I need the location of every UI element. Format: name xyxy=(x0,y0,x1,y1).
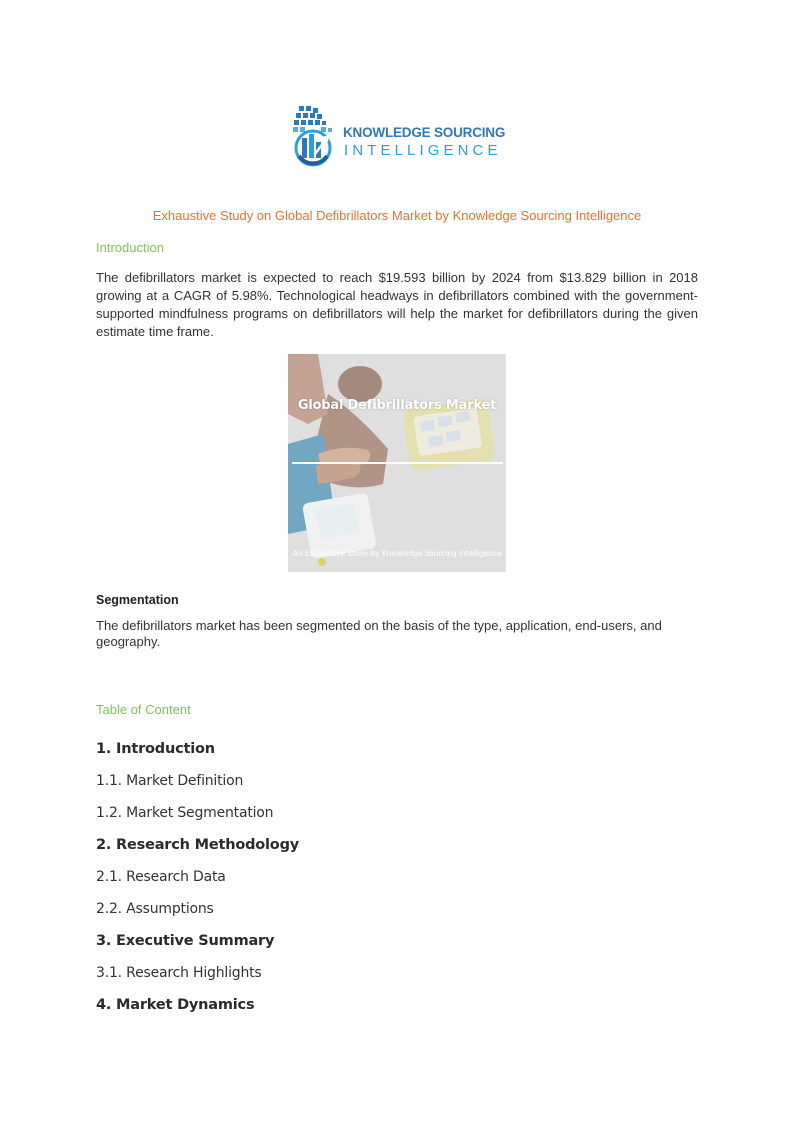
hero-subtitle: An Exhaustive Study by Knowledge Sourcing Intelligence xyxy=(292,549,502,558)
company-logo xyxy=(291,104,511,168)
toc-item[interactable]: 2. Research Methodology xyxy=(96,837,299,853)
hero-title: Global Defibrillators Market xyxy=(297,398,497,413)
logo-emblem-icon xyxy=(291,104,343,168)
segmentation-paragraph: The defibrillators market has been segmented on the basis of the type, application, end-users, and geography. xyxy=(96,618,662,649)
introduction-label: Introduction xyxy=(96,240,164,255)
toc-item[interactable]: 2.2. Assumptions xyxy=(96,901,214,917)
toc-item[interactable]: 1.2. Market Segmentation xyxy=(96,805,274,821)
introduction-paragraph: The defibrillators market is expected to reach $19.593 billion by 2024 from $13.829 billion in 2018 growing at a CAGR of 5.98%. Technological headways in defibrillators combined with the government-supported mindfulness programs on defibrillators will help the market for defibrillators during the given estimate time frame. xyxy=(96,270,698,339)
hero-image xyxy=(288,354,506,572)
toc-item[interactable]: 3. Executive Summary xyxy=(96,933,275,949)
logo-text-bottom: INTELLIGENCE xyxy=(344,142,502,159)
toc-item[interactable]: 3.1. Research Highlights xyxy=(96,965,262,981)
toc-item[interactable]: 4. Market Dynamics xyxy=(96,997,255,1013)
segmentation-heading: Segmentation xyxy=(96,593,179,607)
toc-label: Table of Content xyxy=(96,702,191,717)
document-title: Exhaustive Study on Global Defibrillators Market by Knowledge Sourcing Intelligence xyxy=(152,208,642,223)
toc-item[interactable]: 1. Introduction xyxy=(96,741,215,757)
logo-text-top: KNOWLEDGE SOURCING xyxy=(343,125,506,140)
toc-item[interactable]: 1.1. Market Definition xyxy=(96,773,244,789)
hero-divider xyxy=(292,462,503,464)
toc-item[interactable]: 2.1. Research Data xyxy=(96,869,226,885)
